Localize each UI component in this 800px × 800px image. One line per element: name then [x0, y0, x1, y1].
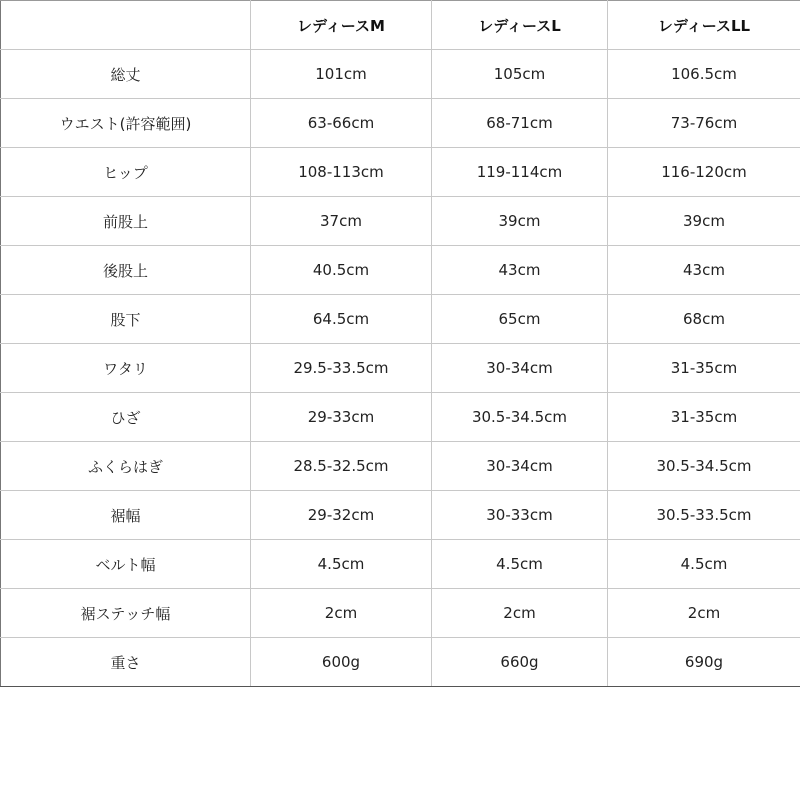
table-row	[1, 295, 800, 344]
cell-size-l: 68-71cm	[432, 99, 608, 148]
cell-size-ll: 2cm	[608, 589, 800, 638]
cell-size-m: 600g	[251, 638, 432, 687]
table-row	[1, 638, 800, 687]
row-label: ウエスト(許容範囲)	[1, 99, 251, 148]
row-label: ベルト幅	[1, 540, 251, 589]
cell-size-ll: 39cm	[608, 197, 800, 246]
cell-size-l: 4.5cm	[432, 540, 608, 589]
row-label: ワタリ	[1, 344, 251, 393]
cell-size-m: 2cm	[251, 589, 432, 638]
row-label: ふくらはぎ	[1, 442, 251, 491]
header-size-m: レディースM	[251, 1, 432, 50]
row-label: 後股上	[1, 246, 251, 295]
table-row	[1, 99, 800, 148]
table-row	[1, 148, 800, 197]
row-label: 裾幅	[1, 491, 251, 540]
row-label: 前股上	[1, 197, 251, 246]
cell-size-l: 30.5-34.5cm	[432, 393, 608, 442]
row-label: 股下	[1, 295, 251, 344]
cell-size-l: 105cm	[432, 50, 608, 99]
table-row	[1, 246, 800, 295]
table-row	[1, 442, 800, 491]
cell-size-m: 37cm	[251, 197, 432, 246]
cell-size-m: 29-32cm	[251, 491, 432, 540]
cell-size-l: 2cm	[432, 589, 608, 638]
cell-size-ll: 73-76cm	[608, 99, 800, 148]
table-header-row	[1, 1, 800, 50]
cell-size-m: 64.5cm	[251, 295, 432, 344]
table-row	[1, 50, 800, 99]
cell-size-l: 30-33cm	[432, 491, 608, 540]
cell-size-l: 65cm	[432, 295, 608, 344]
cell-size-ll: 68cm	[608, 295, 800, 344]
cell-size-m: 28.5-32.5cm	[251, 442, 432, 491]
cell-size-ll: 690g	[608, 638, 800, 687]
row-label: ひざ	[1, 393, 251, 442]
cell-size-m: 101cm	[251, 50, 432, 99]
header-size-l: レディースL	[432, 1, 608, 50]
table-row	[1, 197, 800, 246]
row-label: 総丈	[1, 50, 251, 99]
table-row	[1, 540, 800, 589]
cell-size-l: 39cm	[432, 197, 608, 246]
cell-size-l: 43cm	[432, 246, 608, 295]
cell-size-m: 29-33cm	[251, 393, 432, 442]
row-label: 重さ	[1, 638, 251, 687]
cell-size-ll: 31-35cm	[608, 393, 800, 442]
cell-size-l: 30-34cm	[432, 344, 608, 393]
cell-size-ll: 30.5-33.5cm	[608, 491, 800, 540]
table-row	[1, 589, 800, 638]
cell-size-m: 63-66cm	[251, 99, 432, 148]
cell-size-m: 108-113cm	[251, 148, 432, 197]
cell-size-m: 4.5cm	[251, 540, 432, 589]
cell-size-l: 660g	[432, 638, 608, 687]
cell-size-ll: 116-120cm	[608, 148, 800, 197]
table-row	[1, 393, 800, 442]
cell-size-m: 29.5-33.5cm	[251, 344, 432, 393]
cell-size-ll: 30.5-34.5cm	[608, 442, 800, 491]
table-row	[1, 344, 800, 393]
table-row	[1, 491, 800, 540]
cell-size-ll: 106.5cm	[608, 50, 800, 99]
row-label: 裾ステッチ幅	[1, 589, 251, 638]
cell-size-l: 30-34cm	[432, 442, 608, 491]
cell-size-m: 40.5cm	[251, 246, 432, 295]
header-size-ll: レディースLL	[608, 1, 800, 50]
header-corner-cell	[1, 1, 251, 50]
cell-size-ll: 4.5cm	[608, 540, 800, 589]
cell-size-l: 119-114cm	[432, 148, 608, 197]
cell-size-ll: 31-35cm	[608, 344, 800, 393]
cell-size-ll: 43cm	[608, 246, 800, 295]
row-label: ヒップ	[1, 148, 251, 197]
